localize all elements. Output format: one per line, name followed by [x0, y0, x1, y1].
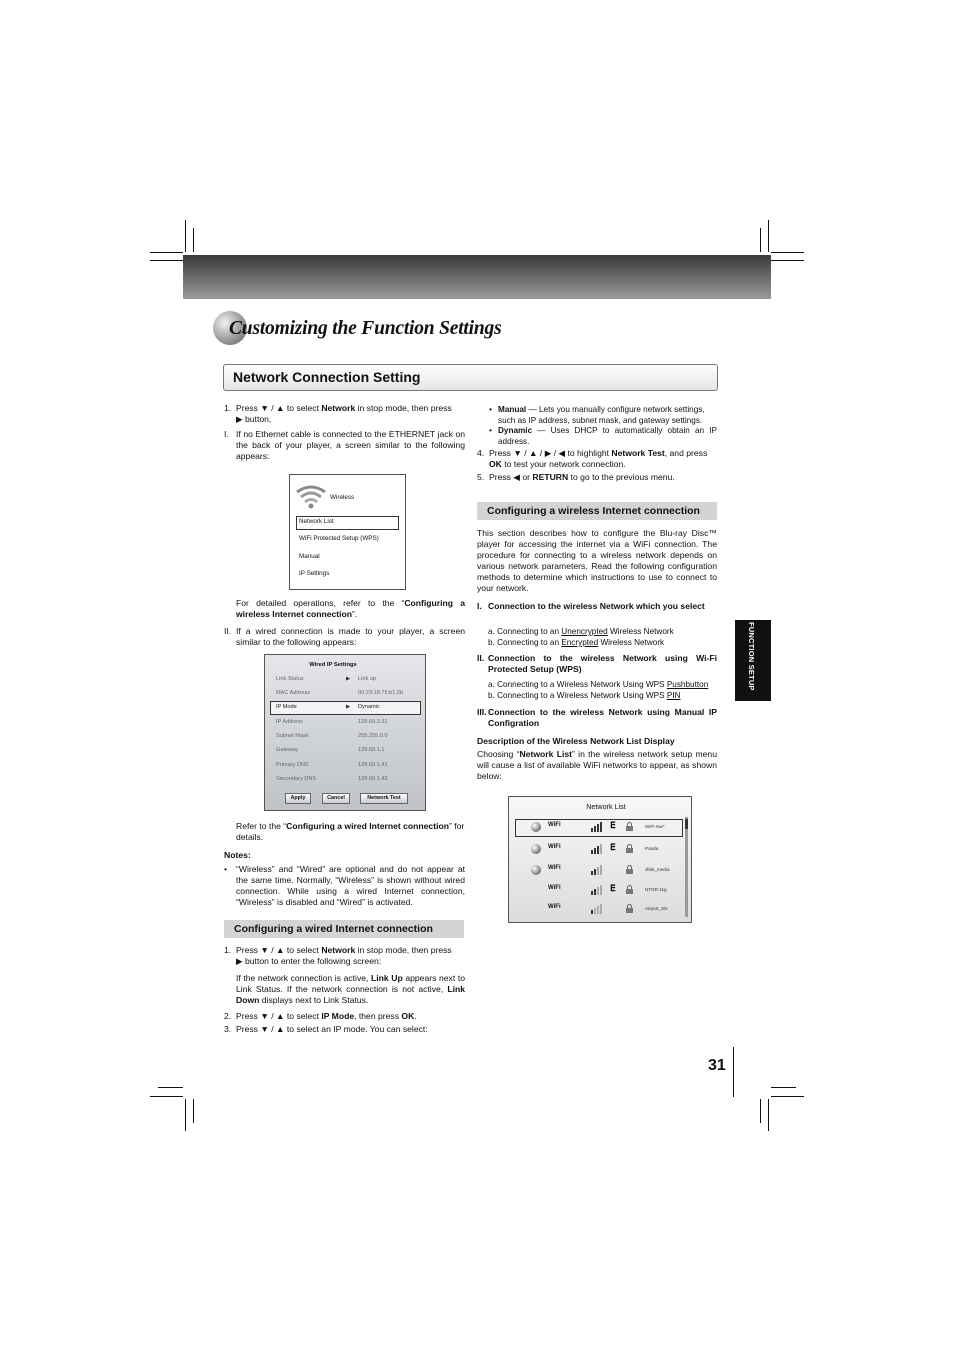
side-tab	[735, 620, 771, 701]
signal-type-icon	[531, 822, 541, 832]
network-name: dlink_media	[645, 867, 670, 872]
network-row[interactable]	[509, 901, 681, 917]
crop-mark	[185, 1099, 186, 1131]
row-ip-mode[interactable]: IP Mode ▶ Dynamic	[276, 704, 380, 710]
arrow-icon: ▶	[346, 676, 351, 682]
roman-I: I.	[477, 601, 482, 611]
connection-III-heading: Connection to the wireless Network using Manual IP Configration	[488, 707, 717, 728]
row-primary-dns: Primary DNS 128.60.1.41	[276, 762, 388, 768]
page-title: Customizing the Function Settings	[229, 318, 502, 339]
wifi-label: WiFi	[548, 822, 561, 828]
wireless-screen	[289, 474, 406, 590]
lock-icon	[626, 844, 633, 853]
crop-mark	[150, 260, 183, 261]
signal-strength-icon	[591, 885, 603, 895]
step-II-text: If a wired connection is made to your player, a screen similar to the following appears:	[236, 626, 465, 647]
lock-icon	[626, 885, 633, 894]
crop-mark	[158, 1087, 183, 1088]
crop-mark	[768, 1099, 769, 1131]
wireless-signal-icon	[295, 484, 327, 510]
wps-icon: ⴹ	[610, 842, 616, 852]
bullet: •	[489, 425, 493, 435]
step-number: 1.	[224, 945, 232, 955]
wifi-label: WiFi	[548, 865, 561, 871]
step-number: 5.	[477, 472, 485, 482]
connection-I-a: a. Connecting to an Unencrypted Wireless Network	[488, 627, 674, 636]
roman-III: III.	[477, 707, 487, 717]
crop-mark	[193, 1099, 194, 1123]
step-number: 2.	[224, 1011, 232, 1021]
signal-strength-icon	[591, 844, 603, 854]
notes-text: “Wireless” and “Wired” are optional and do not appear at the same time. Normally, “Wireless” is shown without wired connection. While using a wired Internet connection, “Wireless” is disabled and “Wired” is activated.	[236, 864, 465, 907]
row-mac-address: MAC Address 00:23:18:75:b1:2b	[276, 690, 404, 696]
signal-type-icon	[531, 865, 541, 875]
crop-mark	[185, 220, 186, 252]
arrow-icon: ▶	[346, 704, 351, 710]
wired-step-3-text: Press ▼ / ▲ to select an IP mode. You can select:	[236, 1024, 428, 1034]
step-number: 4.	[477, 448, 485, 458]
wired-step-2-text: Press ▼ / ▲ to select IP Mode, then press OK.	[236, 1011, 417, 1021]
network-row[interactable]	[509, 862, 681, 878]
description-heading: Description of the Wireless Network List Display	[477, 736, 675, 746]
network-row[interactable]	[509, 841, 681, 857]
link-status-text: If the network connection is active, Link Up appears next to Link Status. If the network connection is not active, Link Down displays next to Link Status.	[236, 973, 465, 1005]
cancel-button[interactable]: Cancel	[322, 793, 350, 804]
wifi-label: WiFi	[548, 885, 561, 891]
step-1-text: Press ▼ / ▲ to select Network in stop mode, then press ▶ button,	[236, 403, 452, 424]
scrollbar-thumb[interactable]	[685, 819, 688, 829]
signal-strength-icon	[591, 904, 603, 914]
apply-button[interactable]: Apply	[285, 793, 311, 804]
crop-mark	[768, 220, 769, 252]
network-name: Panda	[645, 846, 659, 851]
crop-mark	[150, 1096, 183, 1097]
connection-II-a: a. Connecting to a Wireless Network Using WPS Pushbutton	[488, 680, 709, 689]
crop-mark	[771, 252, 804, 253]
refer-text: Refer to the “Configuring a wired Internet connection” for details.	[236, 821, 465, 842]
lock-icon	[626, 904, 633, 913]
network-test-button[interactable]: Network Test	[360, 793, 408, 804]
network-name: WiFi-rsw*	[645, 824, 665, 829]
network-list-screen	[508, 796, 692, 923]
menu-item-manual[interactable]: Manual	[299, 553, 320, 560]
dynamic-text: Dynamic — Uses DHCP to automatically obtain an IP address.	[498, 426, 717, 446]
network-row[interactable]	[509, 819, 681, 835]
step-number: 3.	[224, 1024, 232, 1034]
wps-icon: ⴹ	[610, 820, 616, 830]
wireless-screen-title: Wireless	[330, 494, 355, 501]
lock-icon	[626, 822, 633, 831]
crop-mark	[760, 1099, 761, 1123]
network-list-scrollbar[interactable]	[685, 817, 688, 917]
wireless-section-heading: Configuring a wireless Internet connection	[477, 502, 717, 520]
crop-mark	[193, 228, 194, 252]
wireless-intro: This section describes how to configure the Blu-ray Disc™ player for accessing the internet via a WiFi connection. The procedure for connecting to a wireless network depends on various network parameters. Read the following configuration methods to determine which instructions to use to connect to your network.	[477, 528, 717, 593]
network-name: NTGR 11g	[645, 887, 667, 892]
page-number-rule	[733, 1047, 734, 1097]
row-ip-address: IP Address 128.60.3.31	[276, 719, 388, 725]
side-tab-label: FUNCTION SETUP	[747, 622, 756, 691]
crop-mark	[771, 260, 804, 261]
wired-step-1-text: Press ▼ / ▲ to select Network in stop mode, then press ▶ button to enter the following screen:	[236, 945, 452, 966]
row-secondary-dns: Secondary DNS 128.60.1.42	[276, 776, 388, 782]
connection-I-heading: Connection to the wireless Network which you select	[488, 601, 705, 611]
bullet: •	[224, 864, 228, 874]
description-text: Choosing “Network List” in the wireless network setup menu will cause a list of available WiFi networks to appear, as shown below:	[477, 749, 717, 781]
step-I-text: If no Ethernet cable is connected to the ETHERNET jack on the back of your player, a screen similar to the following appears:	[236, 429, 465, 461]
step-4-text: Press ▼ / ▲ / ▶ / ◀ to highlight Network Test, and press OK to test your network connection.	[489, 448, 708, 469]
network-row[interactable]	[509, 882, 681, 898]
section-title: Network Connection Setting	[233, 369, 421, 385]
menu-item-ip-settings[interactable]: IP Settings	[299, 570, 330, 577]
wired-section-heading: Configuring a wired Internet connection	[224, 920, 464, 938]
crop-mark	[760, 228, 761, 252]
wifi-label: WiFi	[548, 844, 561, 850]
wifi-label: WiFi	[548, 904, 561, 910]
step-number: 1.	[224, 403, 232, 413]
connection-II-heading: Connection to the wireless Network using Wi-Fi Protected Setup (WPS)	[488, 653, 717, 674]
roman-II: II.	[477, 653, 485, 663]
network-list-title: Network List	[586, 802, 626, 811]
section-header	[223, 364, 718, 391]
step-5-text: Press ◀ or RETURN to go to the previous menu.	[489, 472, 675, 482]
menu-item-network-list[interactable]: Network List	[299, 518, 334, 525]
signal-strength-icon	[591, 865, 603, 875]
bullet: •	[489, 404, 493, 414]
crop-mark	[771, 1087, 796, 1088]
detail-text: For detailed operations, refer to the “Configuring a wireless Internet connection”.	[236, 598, 465, 619]
wired-screen-title: Wired IP Settings	[309, 662, 357, 668]
signal-type-icon	[531, 844, 541, 854]
row-subnet-mask: Subnet Mask 255.255.0.0	[276, 733, 388, 739]
step-number: II.	[224, 626, 232, 636]
crop-mark	[150, 252, 183, 253]
wps-icon: ⴹ	[610, 883, 616, 893]
crop-mark	[771, 1096, 804, 1097]
connection-II-b: b. Connecting to a Wireless Network Using WPS PIN	[488, 691, 681, 700]
header-bar	[183, 255, 771, 299]
notes-heading: Notes:	[224, 850, 251, 860]
signal-strength-icon	[591, 822, 603, 832]
page-number: 31	[708, 1057, 726, 1074]
row-link-status: Link Status ▶ Link up	[276, 676, 377, 682]
menu-item-wps[interactable]: WiFi Protected Setup (WPS)	[299, 535, 379, 542]
connection-I-b: b. Connecting to an Encrypted Wireless Network	[488, 638, 665, 647]
step-number: I.	[224, 429, 229, 439]
row-gateway: Gateway 128.60.1.1	[276, 747, 385, 753]
lock-icon	[626, 865, 633, 874]
manual-text: Manual — Lets you manually configure network settings, such as IP address, subnet mask, and gateway settings.	[498, 405, 705, 425]
network-name: Airport_SN	[645, 906, 668, 911]
wired-ip-screen	[264, 654, 426, 811]
